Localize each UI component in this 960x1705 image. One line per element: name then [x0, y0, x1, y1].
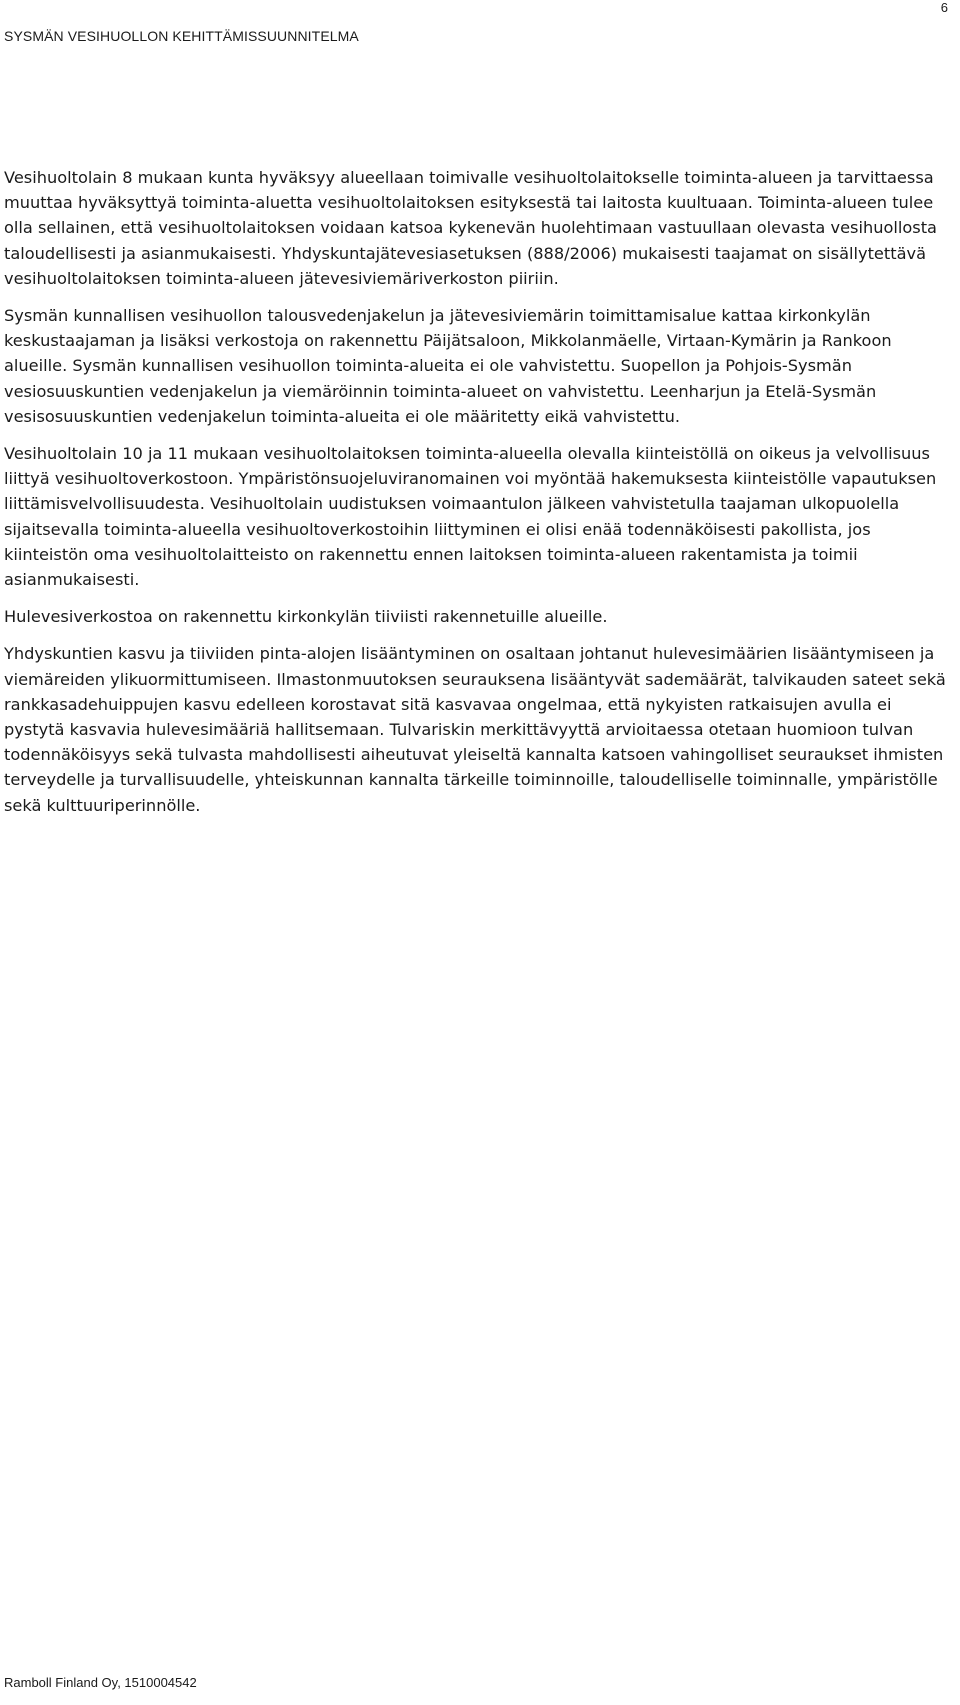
paragraph-sysman-vesihuolto: Sysmän kunnallisen vesihuollon talousvedenjakelun ja jätevesiviemärin toimittamisalue kattaa kirkonkylän keskustaajaman ja lisäksi verkostoja on rakennettu Päijätsaloon, Mikkolanmäelle, Virtaan-Kymärin ja Rankoon alueille. Sysmän kunnallisen vesihuollon toiminta-alueita ei ole vahvistettu. Suopellon ja Pohjois-Sysmän vesiosuuskuntien vedenjakelun ja viemäröinnin toiminta-alueet on vahvistettu. Leenharjun ja Etelä-Sysmän vesisosuuskuntien vedenjakelun toiminta-alueita ei ole määritetty eikä vahvistettu. [4, 306, 892, 426]
document-body [4, 165, 954, 830]
paragraph-liittymisvelvollisuus: Vesihuoltolain 10 ja 11 mukaan vesihuoltolaitoksen toiminta-alueella olevalla kiinteistöllä on oikeus ja velvollisuus liittyä vesihuoltoverkostoon. Ympäristönsuojeluviranomainen voi myöntää hakemuksesta kiinteistölle vapautuksen liittämisvelvollisuudesta. Vesihuoltolain uudistuksen voimaantulon jälkeen vahvistetulla taajaman ulkopuolella sijaitsevalla toiminta-alueella vesihuoltoverkostoihin liittyminen ei olisi enää todennäköisesti pakollista, jos kiinteistön oma vesihuoltolaitteisto on rakennettu ennen laitoksen toiminta-alueen rakentamista ja toimii asianmukaisesti. [4, 444, 937, 590]
page-footer: Ramboll Finland Oy, 1510004542 [4, 1675, 197, 1690]
document-title: SYSMÄN VESIHUOLLON KEHITTÄMISSUUNNITELMA [4, 28, 359, 44]
page-header [0, 0, 960, 52]
paragraph-toiminta-alue: Vesihuoltolain 8 mukaan kunta hyväksyy alueellaan toimivalle vesihuoltolaitokselle toiminta-alueen ja tarvittaessa muuttaa hyväksyttyä toiminta-aluetta vesihuoltolaitoksen esityksestä tai laitosta kuultuaan. Toiminta-alueen tulee olla sellainen, että vesihuoltolaitoksen voidaan katsoa kykenevän huolehtimaan vastuullaan olevasta vesihuollosta taloudellisesti ja asianmukaisesti. Yhdyskuntajätevesiasetuksen (888/2006) mukaisesti taajamat on sisällytettävä vesihuoltolaitoksen toiminta-alueen jätevesiviemäriverkoston piiriin. [4, 168, 937, 288]
paragraph-hulevedet-tulvariski: Yhdyskuntien kasvu ja tiiviiden pinta-alojen lisääntyminen on osaltaan johtanut hulevesimäärien lisääntymiseen ja viemäreiden ylikuormittumiseen. Ilmastonmuutoksen seurauksena lisääntyvät sademäärät, talvikauden sateet sekä rankkasadehuippujen kasvu edelleen korostavat sitä kasvavaa ongelmaa, että nykyisten ratkaisujen avulla ei pystytä kasvavia hulevesimääriä hallitsemaan. Tulvariskin merkittävyyttä arvioitaessa otetaan huomioon tulvan todennäköisyys sekä tulvasta mahdollisesti aiheutuvat yleiseltä kannalta katsoen vahingolliset seuraukset ihmisten terveydelle ja turvallisuudelle, yhteiskunnan kannalta tärkeille toiminnoille, taloudelliselle toiminnalle, ympäristölle sekä kulttuuriperinnölle. [4, 644, 946, 815]
paragraph-hulevesiverkosto: Hulevesiverkostoa on rakennettu kirkonkylän tiiviisti rakennetuille alueille. [4, 607, 608, 627]
page-number: 6 [940, 0, 948, 15]
